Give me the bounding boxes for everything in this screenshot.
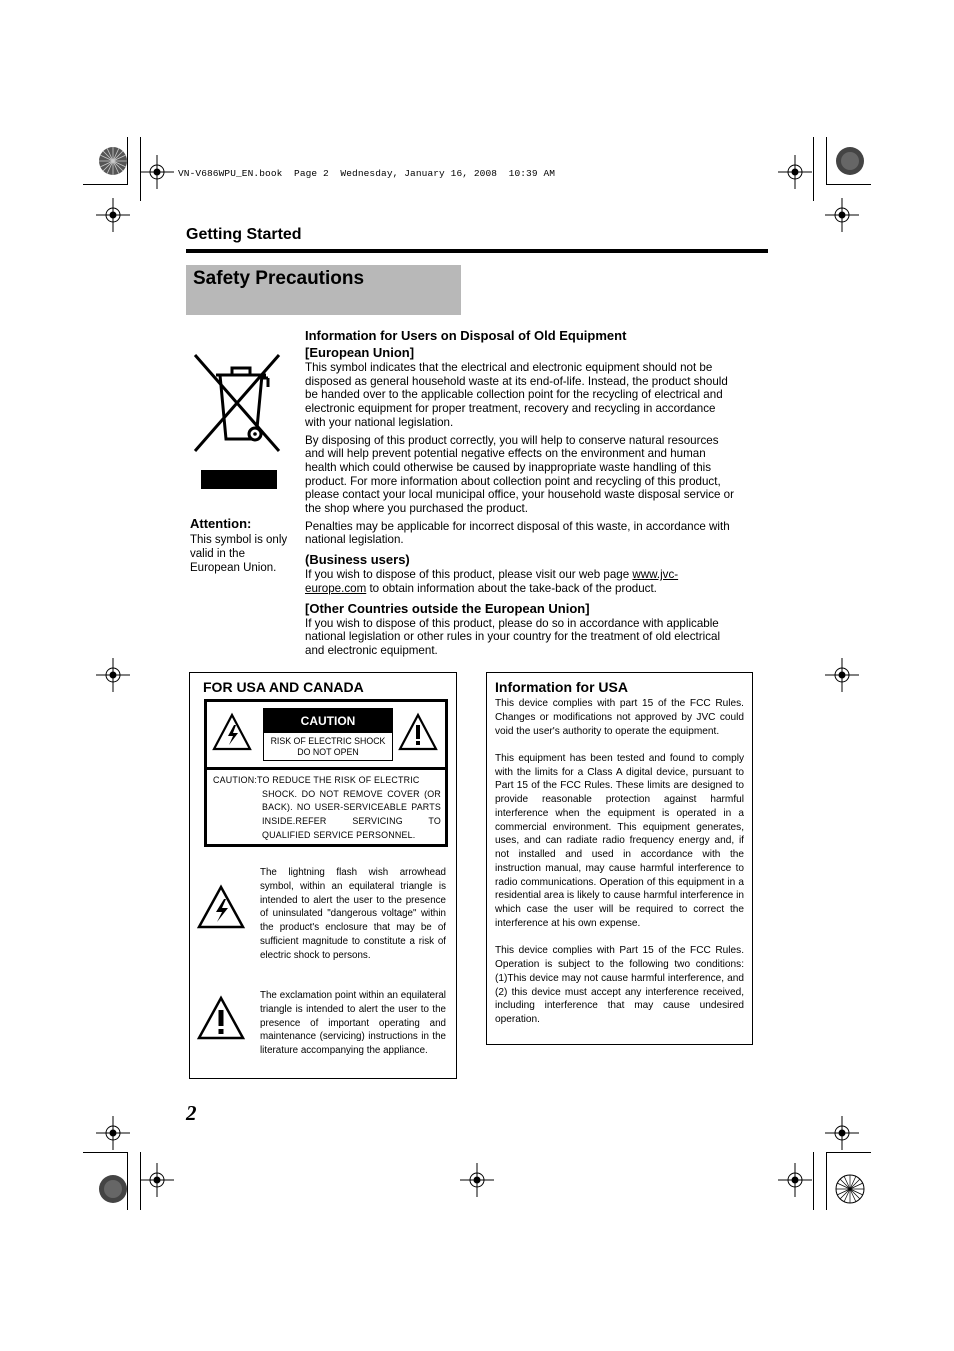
disposal-paragraph: This symbol indicates that the electrical and electronic equipment should not be disposed as general household waste at its end-of-life. Instead, the product should be handed over to the applicable collection point for the recycling of electrical and electronic equipment for proper treatment, recovery and recycling in accordance with your national legislation. bbox=[305, 361, 728, 429]
fcc-paragraph: This device complies with Part 15 of the FCC Rules. Operation is subject to the following two conditions: (1)This device may not cause harmful interference, and (2) this device must accept any interference received, including interference that may cause undesired operation. bbox=[495, 945, 744, 1026]
registration-mark-icon bbox=[96, 144, 130, 178]
disposal-info bbox=[305, 327, 735, 662]
fcc-paragraph: This device complies with part 15 of the FCC Rules. Changes or modifications not approved by JVC could void the user's authority to operate the equipment. bbox=[495, 698, 744, 737]
crossed-bin-icon bbox=[192, 353, 282, 453]
exclamation-explanation bbox=[196, 989, 446, 1058]
lightning-text: The lightning flash wish arrowhead symbol, within an equilateral triangle is intended to alert the user to the presence of uninsulated "dangerous voltage" within the product's enclosure that may be of sufficient magnitude to constitute a risk of electric shock to persons. bbox=[260, 867, 446, 961]
disposal-paragraph: Penalties may be applicable for incorrect disposal of this waste, in accordance with national legislation. bbox=[305, 519, 730, 547]
fcc-paragraph: This equipment has been tested and found to comply with the limits for a Class A digital device, pursuant to Part 15 of the FCC Rules. These limits are designed to provide reasonable protection against harmful interference when the equipment is operated in a commercial environment. This equipment generates, uses, and can radiate radio frequency energy and, if not installed and used in accordance with the instruction manual, may cause harmful interference to radio communications. Operation of this equipment in a residential area is likely to cause harmful interference in which case the user will be required to correct the interference at his own expense. bbox=[495, 752, 744, 929]
caution-rest: SHOCK. DO NOT REMOVE COVER (OR BACK). NO USER-SERVICEABLE PARTS INSIDE.REFER SERVICING TO QUALIFIED SERVICE PERSONNEL. bbox=[262, 788, 441, 840]
usa-canada-heading: FOR USA AND CANADA bbox=[203, 679, 364, 695]
disposal-heading: Information for Users on Disposal of Old Equipment bbox=[305, 328, 627, 343]
other-countries-heading: [Other Countries outside the European Union] bbox=[305, 600, 590, 616]
attention-note bbox=[190, 516, 290, 575]
crosshair-icon bbox=[140, 155, 174, 189]
eu-heading: [European Union] bbox=[305, 345, 415, 360]
exclamation-text: The exclamation point within an equilateral triangle is intended to alert the user to the presence of important operating and maintenance (servicing) instructions in the literature accompanying the appliance. bbox=[260, 990, 446, 1057]
disposal-paragraph: By disposing of this product correctly, you will help to conserve natural resources and will help prevent potential negative effects on the environment and human health which could otherwise be caused by inappropriate waste handling of this product. For more information about collection point and recycling of this product, please contact your local municipal office, your household waste disposal service or the shop where you purchased the product. bbox=[305, 433, 734, 516]
section-divider bbox=[186, 249, 768, 253]
fcc-info-box bbox=[486, 672, 753, 1045]
fcc-heading: Information for USA bbox=[495, 679, 628, 695]
attention-heading: Attention: bbox=[190, 516, 252, 531]
section-label: Getting Started bbox=[186, 226, 302, 243]
attention-text: This symbol is only valid in the European Union. bbox=[190, 534, 288, 574]
crosshair-icon bbox=[96, 658, 130, 692]
business-paragraph: If you wish to dispose of this product, please visit our web page www.jvc-europe.com to obtain information about the take-back of the product. bbox=[305, 568, 679, 595]
business-heading: (Business users) bbox=[305, 552, 410, 568]
exclamation-triangle-icon bbox=[397, 712, 439, 752]
crosshair-icon bbox=[140, 1163, 174, 1197]
caution-title: CAUTION bbox=[264, 709, 392, 733]
registration-mark-icon bbox=[96, 1172, 130, 1206]
crosshair-icon bbox=[825, 658, 859, 692]
crosshair-icon bbox=[96, 1116, 130, 1150]
caution-line: CAUTION:TO REDUCE THE RISK OF ELECTRIC bbox=[213, 775, 420, 785]
caution-label bbox=[204, 699, 448, 847]
print-header: VN-V686WPU_EN.book Page 2 Wednesday, January 16, 2008 10:39 AM bbox=[178, 168, 556, 179]
jvc-europe-link[interactable]: www.jvc-europe.com bbox=[305, 568, 679, 595]
crosshair-icon bbox=[778, 155, 812, 189]
caution-label-top bbox=[207, 702, 445, 770]
crosshair-icon bbox=[825, 198, 859, 232]
crosshair-icon bbox=[825, 1116, 859, 1150]
caution-body bbox=[213, 774, 441, 843]
other-countries-paragraph: If you wish to dispose of this product, please do so in accordance with applicable national legislation or other rules in your country for the treatment of old electrical and electronic equipment. bbox=[305, 616, 721, 657]
caution-subtitle: RISK OF ELECTRIC SHOCK DO NOT OPEN bbox=[270, 736, 386, 757]
crosshair-icon bbox=[96, 198, 130, 232]
lightning-triangle-icon bbox=[196, 884, 246, 930]
crosshair-icon bbox=[460, 1163, 494, 1197]
page-title-box bbox=[186, 265, 461, 315]
lightning-triangle-icon bbox=[211, 712, 253, 752]
exclamation-triangle-icon bbox=[196, 995, 246, 1041]
registration-mark-icon bbox=[833, 144, 867, 178]
weee-bar bbox=[201, 470, 277, 489]
lightning-explanation bbox=[196, 866, 446, 963]
page-number: 2 bbox=[186, 1101, 197, 1125]
caution-center bbox=[263, 708, 393, 761]
crosshair-icon bbox=[778, 1163, 812, 1197]
registration-mark-icon bbox=[833, 1172, 867, 1206]
usa-canada-box bbox=[189, 672, 457, 1079]
page-title: Safety Precautions bbox=[193, 268, 365, 289]
